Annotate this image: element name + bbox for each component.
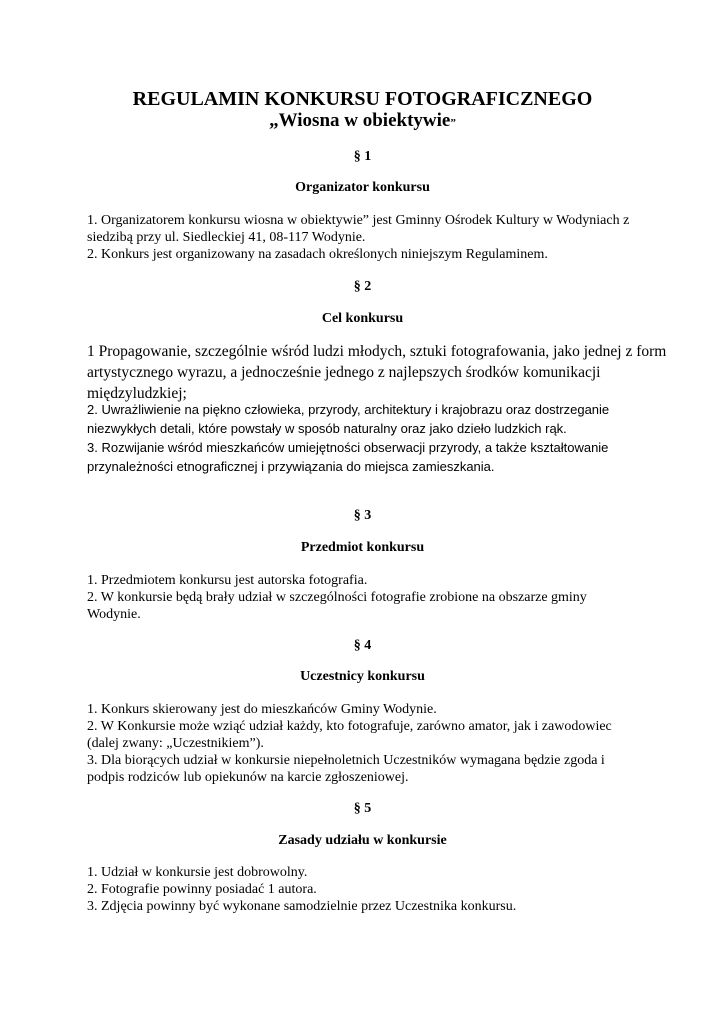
section-2-line-2: artystycznego wyrazu, a jednocześnie jednego z najlepszych środków komunikacji — [87, 364, 601, 381]
section-2-body-sans — [87, 400, 647, 476]
section-5-heading: Zasady udziału w konkursie — [278, 833, 447, 848]
section-2-line-5: niezwykłych detali, które powstały w sposób naturalny oraz jako dzieło ludzkich rąk. — [87, 421, 567, 436]
section-4-line-4: 3. Dla biorących udział w konkursie niepełnoletnich Uczestników wymagana będzie zgoda i — [87, 753, 605, 768]
section-3-heading: Przedmiot konkursu — [300, 540, 425, 555]
section-2-line-7: przynależności etnograficznej i przywiązania do miejsca zamieszkania. — [87, 459, 495, 474]
section-3-line-1: 1. Przedmiotem konkursu jest autorska fotografia. — [87, 573, 368, 588]
section-4-line-1: 1. Konkurs skierowany jest do mieszkańców Gminy Wodynie. — [87, 702, 437, 717]
section-2-line-4: 2. Uwrażliwienie na piękno człowieka, przyrody, architektury i krajobrazu oraz dostrzeganie — [87, 402, 610, 417]
section-2-mark: § 2 — [353, 279, 372, 294]
section-1-mark: § 1 — [353, 149, 372, 164]
section-5-line-2: 2. Fotografie powinny posiadać 1 autora. — [87, 882, 317, 897]
document-subtitle — [0, 110, 725, 134]
section-5-line-3: 3. Zdjęcia powinny być wykonane samodzielnie przez Uczestnika konkursu. — [87, 899, 517, 914]
section-5-mark: § 5 — [353, 801, 372, 816]
section-4-body — [87, 701, 647, 786]
section-1-heading: Organizator konkursu — [295, 180, 430, 195]
section-3-line-3: Wodynie. — [87, 607, 141, 622]
section-1-line-3: 2. Konkurs jest organizowany na zasadach określonych niniejszym Regulaminem. — [87, 247, 548, 262]
subtitle-text: Wiosna w obiektywie — [278, 110, 451, 131]
section-1-body — [87, 212, 647, 263]
section-3-mark: § 3 — [353, 508, 372, 523]
section-3-line-2: 2. W konkursie będą brały udział w szczególności fotografie zrobione na obszarze gminy — [87, 590, 587, 605]
subtitle-close-quote: ” — [450, 117, 456, 129]
section-2-line-6: 3. Rozwijanie wśród mieszkańców umiejętności obserwacji przyrody, a także kształtowanie — [87, 440, 609, 455]
section-2-line-1: 1 Propagowanie, szczególnie wśród ludzi młodych, sztuki fotografowania, jako jednej z form — [87, 343, 667, 360]
section-4-mark: § 4 — [353, 638, 372, 653]
document-title: REGULAMIN KONKURSU FOTOGRAFICZNEGO — [132, 88, 593, 110]
section-2-heading: Cel konkursu — [321, 311, 404, 326]
section-1-line-2: siedzibą przy ul. Siedleckiej 41, 08-117 Wodynie. — [87, 230, 366, 245]
section-4-line-3: (dalej zwany: „Uczestnikiem”). — [87, 736, 264, 751]
section-4-line-2: 2. W Konkursie może wziąć udział każdy, kto fotografuje, zarówno amator, jak i zawodowiec — [87, 719, 612, 734]
subtitle-open-quote: „ — [269, 110, 279, 131]
section-5-line-1: 1. Udział w konkursie jest dobrowolny. — [87, 865, 308, 880]
section-1-line-1: 1. Organizatorem konkursu wiosna w obiektywie” jest Gminny Ośrodek Kultury w Wodyniach z — [87, 213, 630, 228]
section-4-line-5: podpis rodziców lub opiekunów na karcie zgłoszeniowej. — [87, 770, 409, 785]
section-4-heading: Uczestnicy konkursu — [300, 669, 425, 684]
section-2-line-3: międzyludzkiej; — [87, 385, 187, 402]
section-3-body — [87, 572, 647, 623]
section-5-body — [87, 864, 647, 915]
section-2-body-serif — [87, 341, 667, 404]
